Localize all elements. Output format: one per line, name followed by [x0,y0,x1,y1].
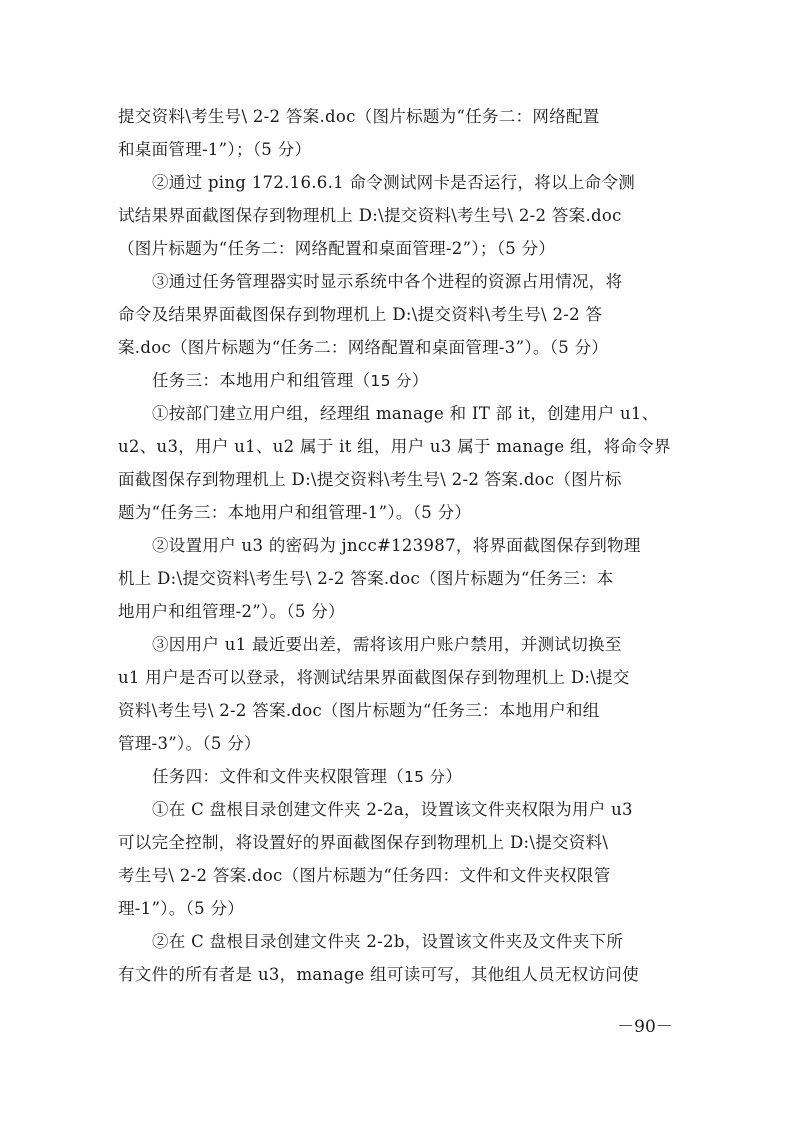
text-line: （图片标题为“任务二：网络配置和桌面管理-2”）；（5 分） [118,239,556,258]
text-line: 面截图保存到物理机上 D:\提交资料\考生号\ 2-2 答案.doc（图片标 [118,470,622,489]
text-line: 题为“任务三：本地用户和组管理-1”）。（5 分） [118,503,472,522]
paragraph-start: ①按部门建立用户组，经理组 manage 和 IT 部 it，创建用户 u1、 [152,404,659,423]
text-line: 机上 D:\提交资料\考生号\ 2-2 答案.doc（图片标题为“任务三：本 [118,569,614,588]
text-line: 命令及结果界面截图保存到物理机上 D:\提交资料\考生号\ 2-2 答 [118,305,603,324]
paragraph-start: ①在 C 盘根目录创建文件夹 2-2a，设置该文件夹权限为用户 u3 [152,800,633,819]
text-line: 管理-3”）。（5 分） [118,734,261,753]
text-line: 可以完全控制，将设置好的界面截图保存到物理机上 D:\提交资料\ [118,833,609,852]
page-number: －90－ [617,1017,673,1037]
text-line: 理-1”）。（5 分） [118,899,245,918]
heading-title: 任务三：本地用户和组管理（ [152,371,371,390]
text-line: 地用户和组管理-2”）。（5 分） [118,602,345,621]
paragraph-start: ②在 C 盘根目录创建文件夹 2-2b，设置该文件夹及文件夹下所 [152,932,624,951]
heading-close: ） [445,767,463,786]
paragraph-start: ③通过任务管理器实时显示系统中各个进程的资源占用情况，将 [152,272,623,291]
heading-points: 15 分 [404,768,446,786]
heading-points: 15 分 [370,372,412,390]
text-line: 考生号\ 2-2 答案.doc（图片标题为“任务四：文件和文件夹权限管 [118,866,611,885]
text-line: u2、u3，用户 u1、u2 属于 it 组，用户 u3 属于 manage 组，将命令界 [118,437,671,456]
text-line: u1 用户是否可以登录，将测试结果界面截图保存到物理机上 D:\提交 [118,668,630,687]
document-body [118,100,676,991]
heading-close: ） [411,371,429,390]
text-line: 试结果界面截图保存到物理机上 D:\提交资料\考生号\ 2-2 答案.doc [118,206,622,225]
section-heading-task4 [118,760,676,793]
heading-title: 任务四：文件和文件夹权限管理（ [152,767,404,786]
paragraph-start: ②通过 ping 172.16.6.1 命令测试网卡是否运行，将以上命令测 [152,173,636,192]
text-line: 提交资料\考生号\ 2-2 答案.doc（图片标题为“任务二：网络配置 [118,107,600,126]
paragraph-start: ②设置用户 u3 的密码为 jncc#123987，将界面截图保存到物理 [152,536,641,555]
text-line: 和桌面管理-1”）；（5 分） [118,140,312,159]
text-line: 案.doc（图片标题为“任务二：网络配置和桌面管理-3”）。（5 分） [118,338,609,357]
paragraph-start: ③因用户 u1 最近要出差，需将该用户账户禁用，并测试切换至 [152,635,622,654]
text-line: 资料\考生号\ 2-2 答案.doc（图片标题为“任务三：本地用户和组 [118,701,600,720]
section-heading-task3 [118,364,676,397]
text-line: 有文件的所有者是 u3，manage 组可读可写，其他组人员无权访问使 [118,965,639,984]
